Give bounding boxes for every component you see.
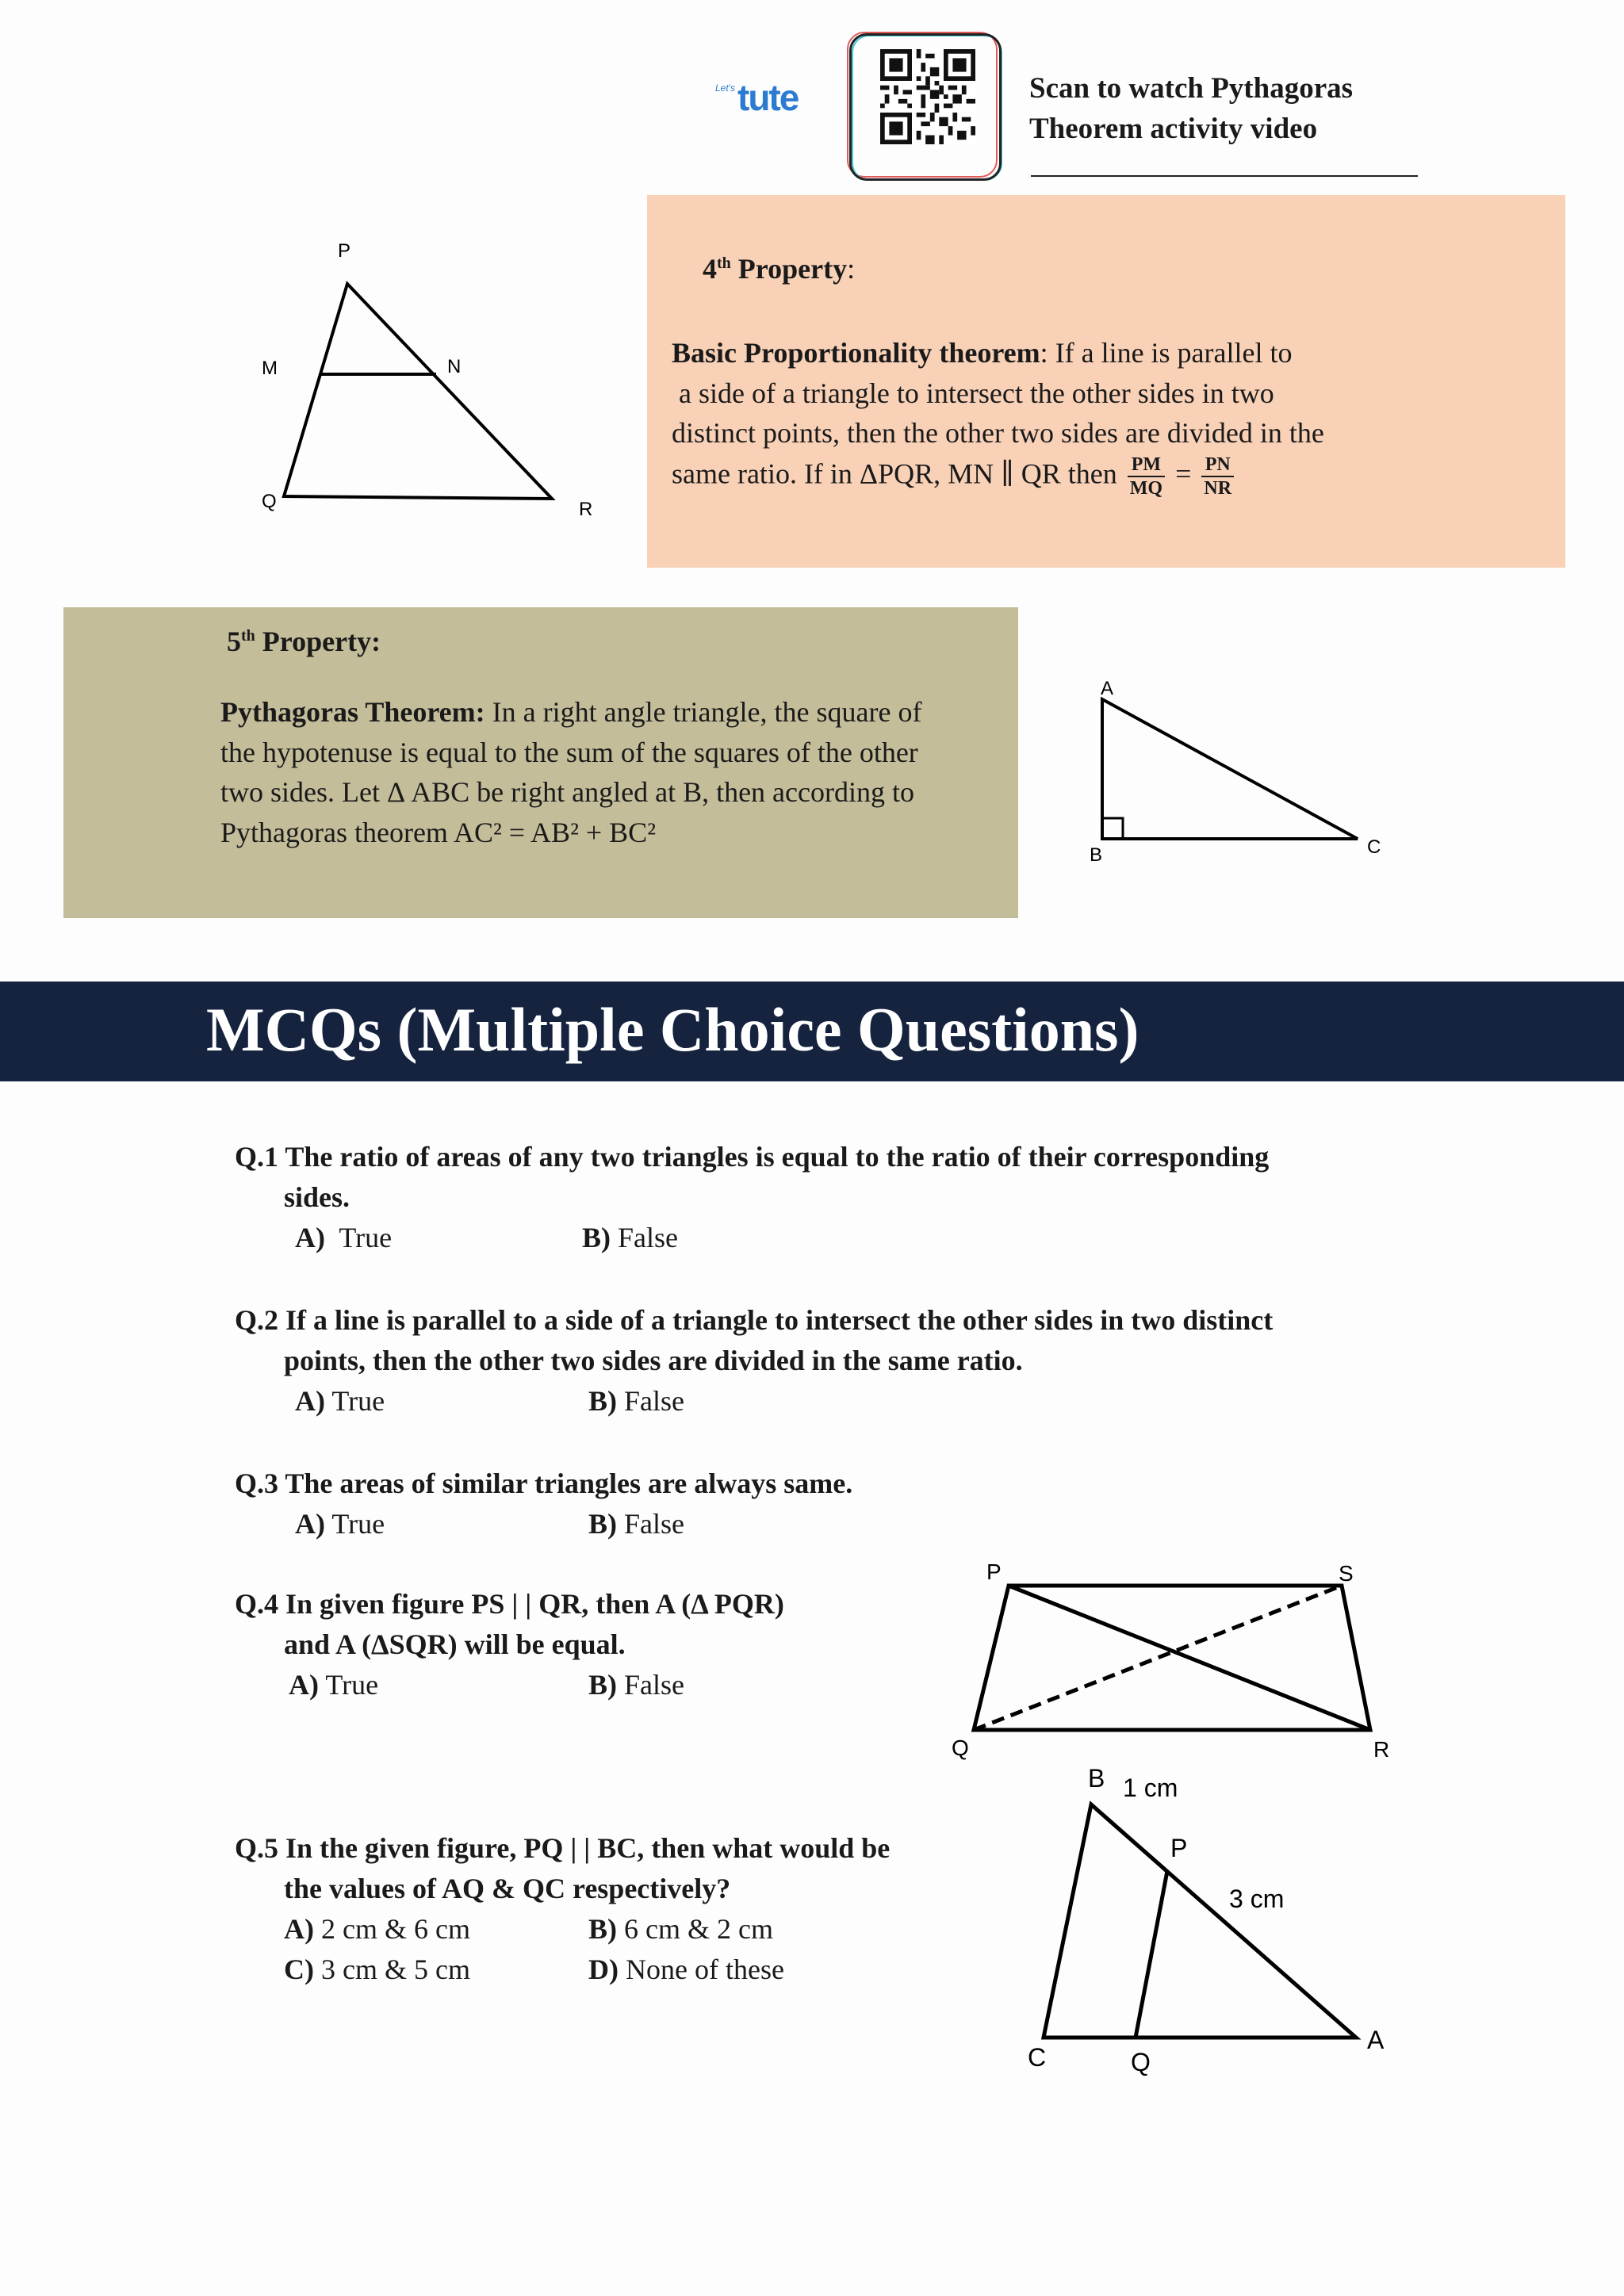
q1-option-b[interactable]: B) False xyxy=(582,1222,678,1253)
question-3: Q.3 The areas of similar triangles are always same. xyxy=(235,1468,853,1499)
label-p: P xyxy=(338,240,351,262)
q4-option-a[interactable]: A) True xyxy=(289,1669,379,1701)
q2-option-b[interactable]: B) False xyxy=(588,1385,684,1417)
triangle-abc-pq-figure xyxy=(1015,1760,1411,2093)
label-bp-length: 1 cm xyxy=(1123,1774,1178,1802)
q5-option-d[interactable]: D) None of these xyxy=(588,1954,784,1985)
q3-option-b[interactable]: B) False xyxy=(588,1508,684,1540)
triangle-pqr-figure xyxy=(238,230,619,547)
label-pa-length: 3 cm xyxy=(1229,1885,1285,1913)
label-p: P xyxy=(986,1559,1002,1584)
qr-caption-line2: Theorem activity video xyxy=(1029,113,1318,145)
trapezium-pqrs-figure xyxy=(936,1554,1411,1768)
label-q: Q xyxy=(952,1735,969,1760)
label-q: Q xyxy=(262,491,277,512)
fraction-pn-nr: $\frac{PN}{NR}$ xyxy=(1201,453,1234,499)
label-c: C xyxy=(1028,2043,1047,2072)
label-c: C xyxy=(1367,836,1381,858)
label-q: Q xyxy=(1131,2048,1151,2076)
caption-underline xyxy=(1031,175,1418,177)
bpt-name: Basic Proportionality theorem xyxy=(672,337,1040,369)
property-4-text: Basic Proportionality theorem: If a line is parallel to a side of a triangle to intersect the other sides in two distinct points, then the other two sides are divided in the same ratio. If in ΔPQR, MN ∥ QR then $\frac{PM}{MQ}$ = $\frac{PN}{NR}$ xyxy=(672,337,1324,499)
property-5-heading: 5th Property: xyxy=(227,626,381,657)
pythagoras-name: Pythagoras Theorem: xyxy=(220,696,485,728)
question-1: Q.1 The ratio of areas of any two triangles is equal to the ratio of their corresponding sides. xyxy=(235,1141,1270,1213)
q5-option-b[interactable]: B) 6 cm & 2 cm xyxy=(588,1913,773,1945)
q2-option-a[interactable]: A) True xyxy=(295,1385,385,1417)
label-b: B xyxy=(1088,1764,1105,1793)
q3-option-a[interactable]: A) True xyxy=(295,1508,385,1540)
label-n: N xyxy=(447,356,462,377)
label-r: R xyxy=(579,499,593,520)
question-2: Q.2 If a line is parallel to a side of a triangle to intersect the other sides in two distinct points, then the other two sides are divided in the same ratio. xyxy=(235,1304,1274,1376)
question-4: Q.4 In given figure PS | | QR, then A (Δ PQR) and A (ΔSQR) will be equal. xyxy=(235,1588,784,1660)
logo-brand: tute xyxy=(737,77,799,118)
property-4-heading: 4th Property: xyxy=(703,253,856,285)
label-b: B xyxy=(1090,844,1103,866)
fraction-pm-mq: $\frac{PM}{MQ}$ xyxy=(1128,453,1165,499)
question-5: Q.5 In the given figure, PQ | | BC, then what would be the values of AQ & QC respectively? xyxy=(235,1832,891,1904)
q1-option-a[interactable]: A) True xyxy=(295,1222,393,1253)
mcq-banner-title: MCQs (Multiple Choice Questions) xyxy=(206,995,1139,1064)
qr-code[interactable] xyxy=(847,32,999,178)
q4-option-b[interactable]: B) False xyxy=(588,1669,684,1701)
label-a: A xyxy=(1101,678,1114,699)
label-s: S xyxy=(1339,1561,1354,1586)
qr-caption xyxy=(1029,68,1353,149)
right-triangle-abc-figure xyxy=(1078,671,1411,869)
label-p: P xyxy=(1170,1834,1188,1862)
qr-caption-line1: Scan to watch Pythagoras xyxy=(1029,72,1354,105)
label-a: A xyxy=(1367,2026,1385,2054)
label-m: M xyxy=(262,358,278,379)
logo-prefix: Let's xyxy=(715,82,735,94)
property-5-text: Pythagoras Theorem: In a right angle triangle, the square of the hypotenuse is equal to the sum of the squares of the other two sides. Let Δ ABC be right angled at B, then according to Pythagoras theorem AC² = AB² + BC² xyxy=(220,696,922,848)
qr-pattern-icon xyxy=(880,49,975,144)
q5-option-a[interactable]: A) 2 cm & 6 cm xyxy=(284,1913,470,1945)
q5-option-c[interactable]: C) 3 cm & 5 cm xyxy=(284,1954,470,1985)
label-r: R xyxy=(1373,1737,1390,1762)
